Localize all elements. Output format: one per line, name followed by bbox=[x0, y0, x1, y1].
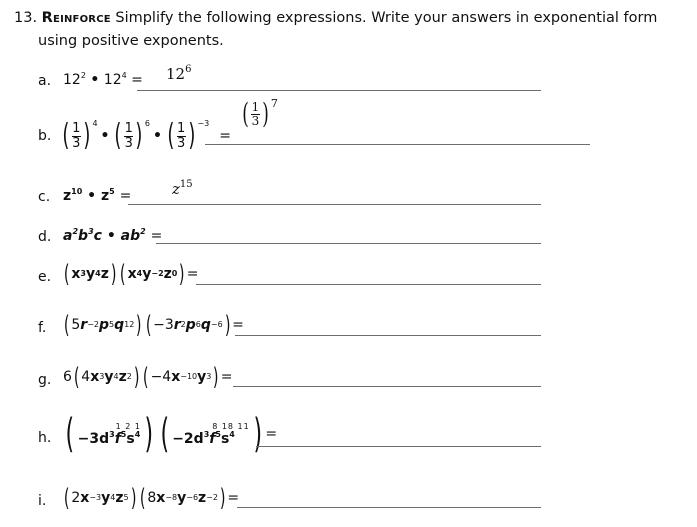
item-a-expression: $12^2$ • $12^4$ = bbox=[63, 71, 143, 88]
answer-a: $12^6$ bbox=[166, 64, 192, 83]
item-e-expression: ( x 3 y 4 z ) ( x 4 y −2 z 0 ) = bbox=[63, 260, 199, 288]
item-a-label: a. bbox=[38, 73, 52, 89]
item-d-label: d. bbox=[38, 229, 52, 245]
item-c-label: c. bbox=[38, 189, 51, 205]
reinforce-keyword: Reinforce bbox=[41, 10, 111, 26]
item-g-label: g. bbox=[38, 372, 52, 388]
answer-line-b[interactable] bbox=[205, 144, 590, 145]
answer-b: ( $\frac{1}{3}$ ) $^7$ bbox=[242, 97, 278, 130]
problem-number: 13. bbox=[14, 10, 38, 26]
item-c-expression: $z^{10}$ • $z^5$ = bbox=[63, 187, 132, 204]
instructions-line1: Simplify the following expressions. Write your answers in exponential form bbox=[115, 10, 658, 26]
item-e-label: e. bbox=[38, 269, 52, 285]
answer-line-i[interactable] bbox=[237, 507, 541, 508]
item-h-expression: ( 1 2 1 $-3d^3f^5s^4$ ) ( 8 18 11 $-2d^3f^5s^4$ ) = bbox=[65, 411, 278, 457]
answer-line-h[interactable] bbox=[256, 446, 541, 447]
item-i-expression: ( 2 x −3 y 4 z 5 ) ( 8 x −8 y −6 z −2 ) = bbox=[63, 484, 240, 512]
item-f-expression: ( 5 r −2 p 5 q 12 ) ( −3 r 2 p 6 q −6 ) = bbox=[63, 311, 244, 339]
item-b-label: b. bbox=[38, 128, 52, 144]
answer-line-g[interactable] bbox=[233, 386, 541, 387]
item-b-expression: ( $\frac{1}{3}$ ) $^4$ • ( $\frac{1}{3}$ ) $^6$ • ( $\frac{1}{3}$ ) $^{-3}$ = bbox=[62, 118, 231, 153]
answer-line-e[interactable] bbox=[196, 284, 541, 285]
item-h-label: h. bbox=[38, 430, 52, 446]
answer-line-a[interactable] bbox=[137, 90, 541, 91]
answer-c: $z^{15}$ bbox=[172, 179, 193, 198]
answer-line-f[interactable] bbox=[235, 335, 541, 336]
instructions-line2: using positive exponents. bbox=[38, 33, 224, 49]
item-i-label: i. bbox=[38, 493, 47, 509]
item-f-label: f. bbox=[38, 320, 47, 336]
answer-line-d[interactable] bbox=[156, 243, 541, 244]
item-d-expression: $a^2b^3c$ • $ab^2$ = bbox=[63, 227, 163, 244]
problem-header bbox=[14, 8, 689, 28]
item-g-expression: 6 ( 4 x 3 y 4 z 2 ) ( −4 x −10 y 3 ) = bbox=[63, 363, 233, 391]
answer-line-c[interactable] bbox=[128, 204, 541, 205]
